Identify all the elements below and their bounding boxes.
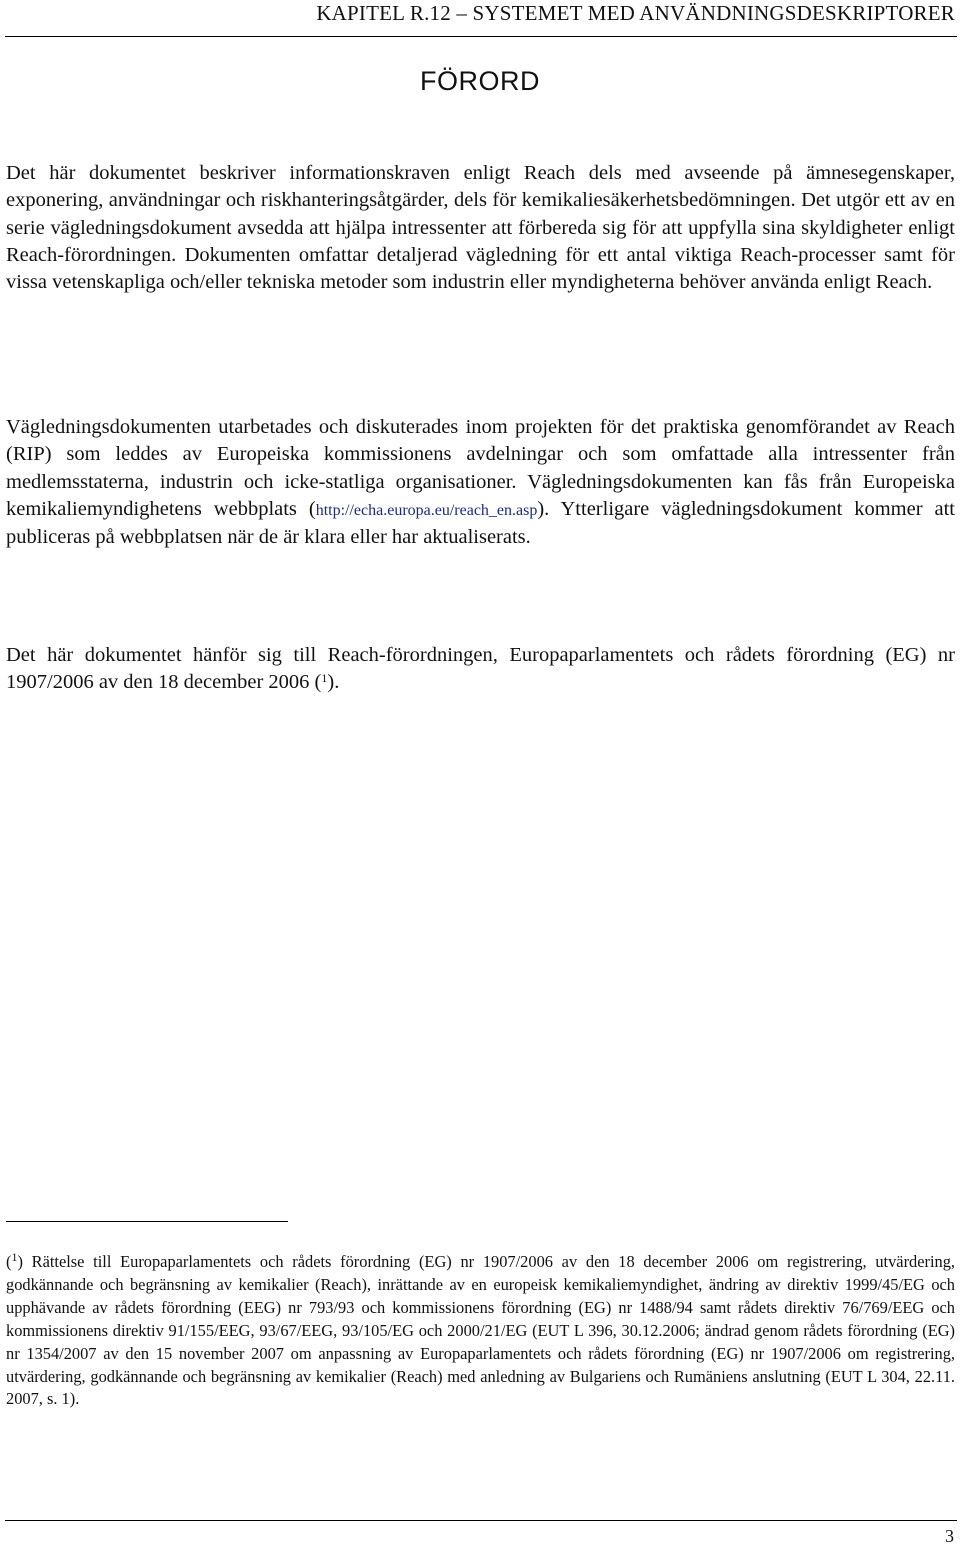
paragraph-guidance-text: Vägledningsdokumenten utarbetades och diskuterades inom projekten för det praktiska genomförandet av Reach (RIP) som leddes av Europeiska kommissionens avdelningar och som omfattade alla intressenter från medlemsstaterna, industrin och icke-statliga organisationer. Vägledningsdokumenten kan fås från Europeiska kemikaliemyndighetens webbplats ( (6, 416, 955, 520)
running-header: KAPITEL R.12 – SYSTEMET MED ANVÄNDNINGSDESKRIPTORER (316, 1, 955, 25)
footer-rule (5, 1520, 957, 1521)
paragraph-intro: Det här dokumentet beskriver informationskraven enligt Reach dels med avseende på ämnesegenskaper, exponering, användningar och riskhanteringsåtgärder, dels för kemikaliesäkerhetsbedömningen. Det utgör ett av en serie vägledningsdokument avsedda att hjälpa intressenter att förbereda sig för att uppfylla sina skyldigheter enligt Reach-förordningen. Dokumenten omfattar detaljerad vägledning för ett antal viktiga Reach-processer samt för vissa vetenskapliga och/eller tekniska metoder som industrin eller myndigheterna behöver använda enligt Reach. (6, 162, 955, 294)
footnote-marker: 1 (11, 1250, 18, 1264)
page-number: 3 (945, 1526, 954, 1546)
paragraph-regulation-text: Det här dokumentet hänför sig till Reach-förordningen, Europaparlamentets och rådets förordning (EG) nr 1907/2006 av den 18 december 2006 ( (6, 644, 955, 694)
footnote (6, 1251, 955, 1411)
echa-website-link[interactable]: http://echa.europa.eu/reach_en.asp (315, 501, 538, 519)
paragraph-guidance (6, 414, 955, 551)
footnote-reference[interactable]: 1 (321, 671, 328, 686)
paragraph-regulation (6, 642, 955, 697)
footnote-separator (6, 1221, 288, 1222)
footnote-open-paren: ( (6, 1252, 12, 1271)
paragraph-guidance-text-end: ). Ytterligare vägledningsdokument kommer att publiceras på webbplatsen när de är klara eller har aktualiserats. (6, 497, 955, 549)
section-title: FÖRORD (420, 66, 540, 96)
paragraph-regulation-text-end: ). (327, 671, 340, 694)
footnote-text: ) Rättelse till Europaparlamentets och rådets förordning (EG) nr 1907/2006 av den 18 december 2006 om registrering, utvärdering, godkännande och begränsning av kemikalier (Reach), inrättande av en europeisk kemikaliemyndighet, ändring av direktiv 1999/45/EG och upphävande av rådets förordning (EEG) nr 793/93 och kommissionens förordning (EG) nr 1488/94 samt rådets direktiv 76/769/EEG och kommissionens direktiv 91/155/EEG, 93/67/EEG, 93/105/EG och 2000/21/EG (EUT L 396, 30.12.2006; ändrad genom rådets förordning (EG) nr 1354/2007 av den 15 november 2007 om anpassning av Europaparlamentets och rådets förordning (EG) nr 1907/2006 om registrering, utvärdering, godkännande och begränsning av kemikalier (Reach) med anledning av Bulgariens och Rumäniens anslutning (EUT L 304, 22.11. 2007, s. 1). (6, 1252, 955, 1409)
header-rule (5, 36, 957, 37)
